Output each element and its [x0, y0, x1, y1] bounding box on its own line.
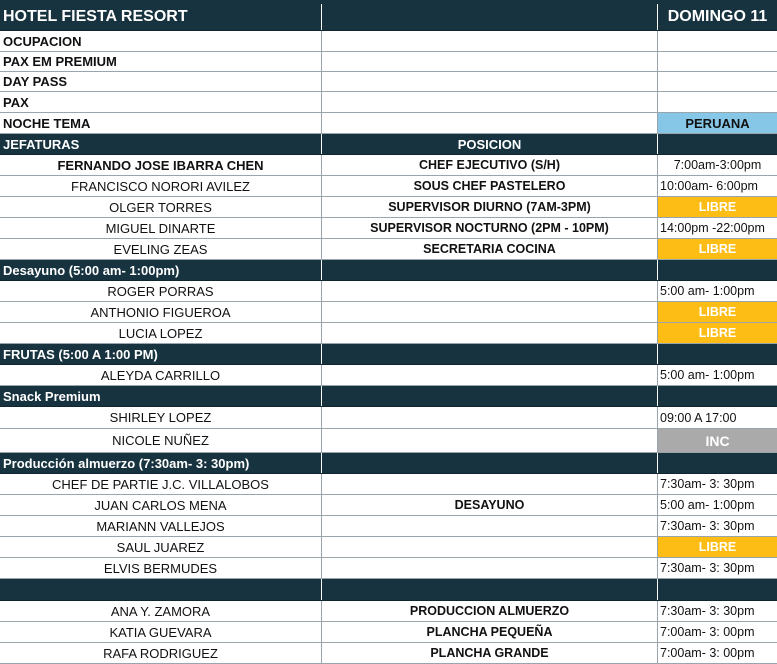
hotel-title[interactable]: HOTEL FIESTA RESORT — [0, 4, 322, 30]
employee-shift[interactable]: 7:30am- 3: 30pm — [660, 604, 755, 618]
jefaturas-header-row — [0, 134, 777, 155]
table-row — [0, 407, 777, 429]
employee-shift[interactable]: 7:30am- 3: 30pm — [660, 519, 755, 533]
separator-empty-cell[interactable] — [658, 579, 777, 600]
title-empty-cell[interactable] — [322, 4, 658, 30]
employee-position[interactable]: PLANCHA PEQUEÑA — [322, 622, 658, 642]
desayuno-header-row — [0, 260, 777, 281]
pax-value-cell[interactable] — [658, 92, 777, 112]
separator-empty-cell[interactable] — [322, 579, 658, 600]
employee-shift[interactable]: 7:30am- 3: 30pm — [660, 477, 755, 491]
produccion-header-row — [0, 453, 777, 474]
employee-shift[interactable]: 7:30am- 3: 30pm — [660, 561, 755, 575]
employee-name[interactable]: JUAN CARLOS MENA — [0, 495, 322, 515]
employee-name[interactable]: RAFA RODRIGUEZ — [0, 643, 322, 663]
desayuno-header-empty-cell[interactable] — [658, 260, 777, 280]
employee-name[interactable]: ROGER PORRAS — [0, 281, 322, 301]
employee-position[interactable] — [322, 429, 658, 452]
summary-row-ocupacion — [0, 31, 777, 52]
frutas-header-empty-cell[interactable] — [322, 344, 658, 364]
employee-position[interactable]: SUPERVISOR NOCTURNO (2PM - 10PM) — [322, 218, 658, 238]
employee-shift[interactable]: 5:00 am- 1:00pm — [660, 368, 755, 382]
employee-position[interactable] — [322, 474, 658, 494]
employee-shift[interactable]: 7:00am- 3: 00pm — [660, 625, 755, 639]
employee-position[interactable]: SECRETARIA COCINA — [322, 239, 658, 259]
table-row — [0, 218, 777, 239]
day-pass-empty-cell[interactable] — [322, 72, 658, 91]
posicion-column-header[interactable]: POSICION — [322, 134, 658, 154]
employee-name[interactable]: NICOLE NUÑEZ — [0, 429, 322, 452]
frutas-header-empty-cell[interactable] — [658, 344, 777, 364]
employee-position[interactable] — [322, 365, 658, 385]
table-row — [0, 622, 777, 643]
table-row — [0, 176, 777, 197]
employee-name[interactable]: FRANCISCO NORORI AVILEZ — [0, 176, 322, 196]
ocupacion-empty-cell[interactable] — [322, 31, 658, 51]
employee-shift[interactable]: 5:00 am- 1:00pm — [660, 498, 755, 512]
snack-header-row — [0, 386, 777, 407]
produccion-header-empty-cell[interactable] — [322, 453, 658, 473]
employee-position[interactable]: SOUS CHEF PASTELERO — [322, 176, 658, 196]
separator-empty-cell[interactable] — [0, 579, 322, 600]
table-row — [0, 365, 777, 386]
employee-name[interactable]: ANTHONIO FIGUEROA — [0, 302, 322, 322]
employee-position[interactable] — [322, 323, 658, 343]
table-row — [0, 302, 777, 323]
employee-name[interactable]: CHEF DE PARTIE J.C. VILLALOBOS — [0, 474, 322, 494]
employee-name[interactable]: EVELING ZEAS — [0, 239, 322, 259]
ocupacion-value-cell[interactable] — [658, 31, 777, 51]
table-row — [0, 474, 777, 495]
libre-status-cell[interactable]: LIBRE — [658, 537, 777, 557]
pax-premium-value-cell[interactable] — [658, 52, 777, 71]
pax-premium-empty-cell[interactable] — [322, 52, 658, 71]
day-pass-label[interactable]: DAY PASS — [0, 72, 322, 91]
table-row — [0, 239, 777, 260]
ocupacion-label[interactable]: OCUPACION — [0, 31, 322, 51]
employee-position[interactable] — [322, 302, 658, 322]
separator-row — [0, 579, 777, 601]
employee-name[interactable]: KATIA GUEVARA — [0, 622, 322, 642]
employee-position[interactable] — [322, 537, 658, 557]
employee-name[interactable]: OLGER TORRES — [0, 197, 322, 217]
snack-title[interactable]: Snack Premium — [0, 386, 322, 406]
noche-tema-value[interactable]: PERUANA — [658, 113, 777, 133]
employee-shift[interactable]: 09:00 A 17:00 — [660, 410, 737, 425]
table-row — [0, 155, 777, 176]
employee-name[interactable]: LUCIA LOPEZ — [0, 323, 322, 343]
employee-position[interactable]: PLANCHA GRANDE — [322, 643, 658, 663]
libre-status-cell[interactable]: LIBRE — [658, 323, 777, 343]
inc-status-cell[interactable]: INC — [658, 429, 777, 452]
table-row — [0, 323, 777, 344]
table-row — [0, 495, 777, 516]
day-title[interactable]: DOMINGO 11 — [667, 8, 768, 25]
frutas-header-row — [0, 344, 777, 365]
noche-tema-empty-cell[interactable] — [322, 113, 658, 133]
frutas-title[interactable]: FRUTAS (5:00 A 1:00 PM) — [0, 344, 322, 364]
summary-row-pax-premium — [0, 52, 777, 72]
libre-status-cell[interactable]: LIBRE — [658, 197, 777, 217]
jefaturas-title[interactable]: JEFATURAS — [0, 134, 322, 154]
noche-tema-label[interactable]: NOCHE TEMA — [0, 113, 322, 133]
table-row — [0, 537, 777, 558]
pax-label[interactable]: PAX — [0, 92, 322, 112]
employee-position[interactable] — [322, 558, 658, 578]
table-row — [0, 281, 777, 302]
table-row — [0, 516, 777, 537]
table-row — [0, 197, 777, 218]
employee-position[interactable]: CHEF EJECUTIVO (S/H) — [322, 155, 658, 175]
libre-status-cell[interactable]: LIBRE — [658, 239, 777, 259]
title-row — [0, 4, 777, 31]
summary-row-pax — [0, 92, 777, 113]
day-pass-value-cell[interactable] — [658, 72, 777, 91]
employee-position[interactable] — [322, 281, 658, 301]
desayuno-header-empty-cell[interactable] — [322, 260, 658, 280]
libre-status-cell[interactable]: LIBRE — [658, 302, 777, 322]
produccion-title[interactable]: Producción almuerzo (7:30am- 3: 30pm) — [0, 453, 322, 473]
employee-name[interactable]: ELVIS BERMUDES — [0, 558, 322, 578]
pax-premium-label[interactable]: PAX EM PREMIUM — [0, 52, 322, 71]
employee-name[interactable]: FERNANDO JOSE IBARRA CHEN — [0, 155, 322, 175]
employee-position[interactable] — [322, 516, 658, 536]
produccion-header-empty-cell[interactable] — [658, 453, 777, 473]
summary-row-noche-tema — [0, 113, 777, 134]
desayuno-title[interactable]: Desayuno (5:00 am- 1:00pm) — [0, 260, 322, 280]
employee-shift[interactable]: 10:00am- 6:00pm — [660, 179, 758, 193]
employee-position[interactable]: PRODUCCION ALMUERZO — [322, 601, 658, 621]
table-row — [0, 429, 777, 453]
jefaturas-header-empty-cell[interactable] — [658, 134, 777, 154]
table-row — [0, 643, 777, 664]
employee-position[interactable]: DESAYUNO — [322, 495, 658, 515]
employee-name[interactable]: ANA Y. ZAMORA — [0, 601, 322, 621]
employee-shift[interactable]: 7:00am- 3: 00pm — [660, 646, 755, 660]
summary-row-day-pass — [0, 72, 777, 92]
employee-name[interactable]: MIGUEL DINARTE — [0, 218, 322, 238]
employee-name[interactable]: SHIRLEY LOPEZ — [0, 407, 322, 428]
snack-header-empty-cell[interactable] — [322, 386, 658, 406]
employee-shift[interactable]: 5:00 am- 1:00pm — [660, 284, 755, 298]
employee-name[interactable]: MARIANN VALLEJOS — [0, 516, 322, 536]
table-row — [0, 601, 777, 622]
employee-shift[interactable]: 14:00pm -22:00pm — [660, 221, 765, 235]
employee-name[interactable]: ALEYDA CARRILLO — [0, 365, 322, 385]
snack-header-empty-cell[interactable] — [658, 386, 777, 406]
pax-empty-cell[interactable] — [322, 92, 658, 112]
table-row — [0, 558, 777, 579]
employee-position[interactable]: SUPERVISOR DIURNO (7AM-3PM) — [322, 197, 658, 217]
employee-shift[interactable]: 7:00am-3:00pm — [673, 158, 762, 172]
employee-name[interactable]: SAUL JUAREZ — [0, 537, 322, 557]
employee-position[interactable] — [322, 407, 658, 428]
